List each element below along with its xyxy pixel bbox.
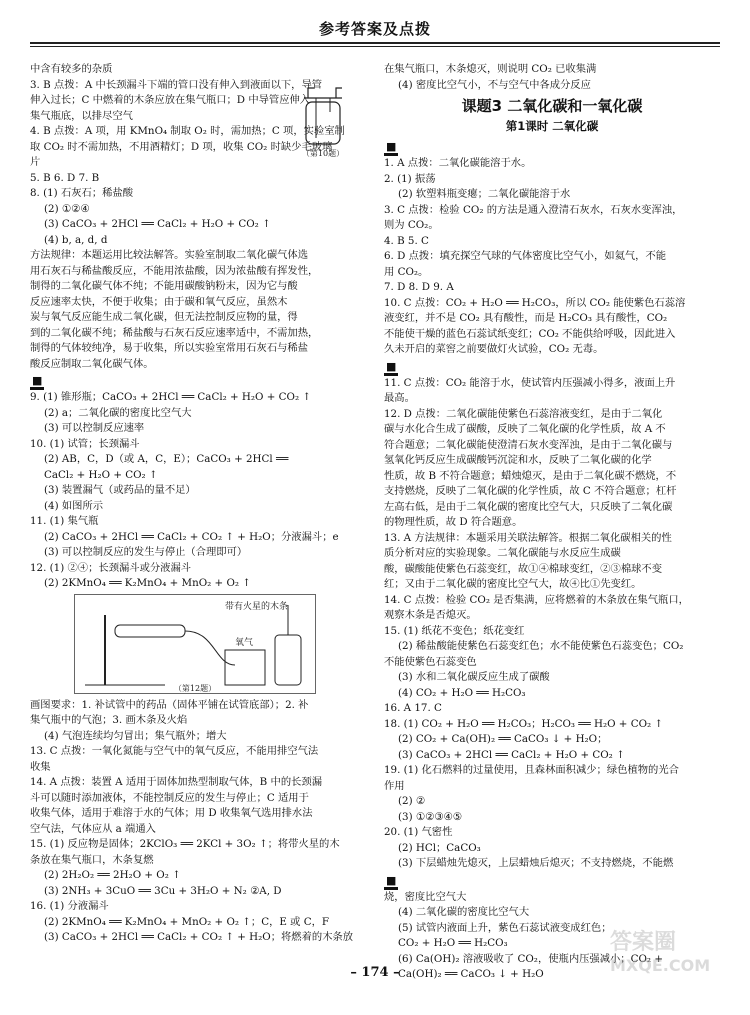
text-line: 在集气瓶口，木条熄灭，则说明 CO₂ 已收集满 — [384, 63, 597, 75]
text-line: 酸，碳酸能使紫色石蕊变红，故①④棉球变红，②③棉球不变 — [384, 562, 663, 575]
text-line: 不能使干燥的蓝色石蕊试纸变红；CO₂ 不能供给呼吸，因此进入 — [384, 327, 676, 340]
text-line: (6) Ca(OH)₂ 溶液吸收了 CO₂，使瓶内压强减小；CO₂ + — [398, 952, 663, 965]
text-line: (2) a；二氧化碳的密度比空气大 — [44, 406, 192, 419]
text-line: 16. A 17. C — [384, 702, 442, 714]
text-line: 收集气体，适用于难溶于水的气体；用 D 收集氧气选用排水法 — [30, 807, 313, 819]
text-line: 10. C 点拨：CO₂ + H₂O ══ H₂CO₃，所以 CO₂ 能使紫色石蕊溶 — [384, 296, 686, 309]
text-line: Ca(OH)₂ ══ CaCO₃ ↓ + H₂O — [398, 968, 544, 980]
text-line: 9. (1) 锥形瓶；CaCO₃ + 2HCl ══ CaCl₂ + H₂O + CO₂ ↑ — [30, 391, 311, 403]
text-line: (4) b, a, d, d — [44, 233, 108, 246]
header-rule — [30, 42, 720, 44]
text-line: 3. C 点拨：检验 CO₂ 的方法是通入澄清石灰水，石灰水变浑浊， — [384, 203, 683, 216]
text-line: 收集 — [30, 760, 51, 773]
section-mark: ■ — [30, 372, 366, 390]
text-line: 观察木条是否熄灭。 — [384, 609, 477, 621]
text-line: 1. A 点拨：二氧化碳能溶于水。 — [384, 157, 532, 169]
text-line: 14. C 点拨：检验 CO₂ 是否集满，应将燃着的木条放在集气瓶口， — [384, 593, 689, 606]
header-title: 参考答案及点拨 — [318, 20, 431, 38]
text-line: (2) ② — [398, 795, 426, 807]
text-line: (3) CaCO₃ + 2HCl ══ CaCl₂ + H₂O + CO₂ ↑ — [398, 748, 625, 761]
text-line: 红；又由于二氧化碳的密度比空气大，故④比①先变红。 — [384, 578, 642, 590]
text-line: (3) 2NH₃ + 3CuO ══ 3Cu + 3H₂O + N₂ ②A, D — [44, 884, 282, 897]
text-line: 13. C 点拨：一氧化氮能与空气中的氧气反应，不能用排空气法 — [30, 745, 319, 757]
text-line: 最高。 — [384, 392, 415, 404]
text-line: (2) CO₂ + Ca(OH)₂ ══ CaCO₃ ↓ + H₂O； — [398, 733, 608, 745]
text-line: 16. (1) 分液漏斗 — [30, 900, 109, 912]
text-line: 液变红，并不是 CO₂ 具有酸性，而是 H₂CO₃ 具有酸性，CO₂ — [384, 312, 668, 324]
text-line: 10. (1) 试管；长颈漏斗 — [30, 437, 140, 450]
text-line: 19. (1) 化石燃料的过量使用，且森林面积减少；绿色植物的光合 — [384, 764, 679, 776]
text-line: 4. B 点拨：A 项，用 KMnO₄ 制取 O₂ 时，需加热；C 项，实验室制 — [30, 125, 345, 137]
text-line: 性质，故 B 不符合题意；蜡烛熄灭，是由于二氧化碳不燃烧，不 — [384, 469, 677, 482]
text-line: 制得的二氧化碳气体不纯；不能用碳酸钠粉末，因为它与酸 — [30, 280, 298, 292]
watermark-text: 答案圈 — [610, 930, 677, 955]
text-line: 酸反应制取二氧化碳气体。 — [30, 357, 154, 370]
text-line: 方法规律：本题运用比较法解答。实验室制取二氧化碳气体选 — [30, 249, 309, 261]
text-line: 中含有较多的杂质 — [30, 63, 113, 75]
text-line: 取 CO₂ 时不需加热，不用酒精灯；D 项，收集 CO₂ 时缺少毛玻璃 — [30, 140, 333, 153]
section-subtitle: 第1课时 二氧化碳 — [505, 118, 599, 133]
page-header — [30, 18, 720, 39]
text-line: 则为 CO₂。 — [384, 219, 439, 231]
text-line: (4) CO₂ + H₂O ══ H₂CO₃ — [398, 686, 526, 699]
text-line: (2) AB，C，D（或 A，C，E）；CaCO₃ + 2HCl ══ — [44, 453, 289, 465]
text-line: (4) 如图所示 — [44, 499, 104, 512]
text-line: (3) 下层蜡烛先熄灭，上层蜡烛后熄灭；不支持燃烧，不能燃 — [398, 857, 674, 869]
text-line: 到的二氧化碳不纯；稀盐酸与石灰石反应速率适中，不需加热， — [30, 326, 319, 339]
text-line: 6. D 点拨：填充探空气球的气体密度比空气小，如氦气，不能 — [384, 250, 667, 262]
text-line: 20. (1) 气密性 — [384, 826, 453, 838]
text-line: (5) 试管内液面上升，紫色石蕊试液变成红色； — [398, 921, 612, 934]
text-line: 片 — [30, 156, 41, 168]
text-line: (2) HCl；CaCO₃ — [398, 841, 481, 854]
header-rule-thin — [30, 46, 720, 47]
figure-10-apparatus — [284, 80, 362, 158]
text-line: 画图要求：1. 补试管中的药品（固体平铺在试管底部）；2. 补 — [30, 698, 309, 711]
text-line: 2. (1) 振荡 — [384, 172, 436, 185]
text-line: (3) 水和二氧化碳反应生成了碳酸 — [398, 671, 550, 683]
text-line: (3) 装置漏气（或药品的量不足） — [44, 484, 196, 496]
text-line: 伸入过长；C 中燃着的木条应放在集气瓶口；D 中导管应伸入 — [30, 94, 311, 106]
text-line: 8. (1) 石灰石；稀盐酸 — [30, 187, 134, 199]
text-line: 12. D 点拨：二氧化碳能使紫色石蕊溶液变红，是由于二氧化 — [384, 407, 663, 420]
text-line: (2) 2KMnO₄ ══ K₂MnO₄ + MnO₂ + O₂ ↑；C，E 或 C，F — [44, 915, 330, 928]
text-line: 集气瓶中的气泡；3. 画木条及火焰 — [30, 714, 188, 726]
text-line: 5. B 6. D 7. B — [30, 171, 100, 184]
text-line: 12. (1) ②④；长颈漏斗或分液漏斗 — [30, 561, 192, 574]
text-line: 支持燃烧，反映了二氧化碳的化学性质，故 C 不符合题意；杠杆 — [384, 485, 677, 497]
svg-text:氧气: 氧气 — [235, 637, 254, 648]
text-line: (2) ①②④ — [44, 202, 90, 215]
text-line: (2) 2H₂O₂ ══ 2H₂O + O₂ ↑ — [44, 869, 181, 881]
section-mark: ■ — [384, 358, 720, 376]
text-line: 烧，密度比空气大 — [384, 890, 467, 903]
text-line: (4) 二氧化碳的密度比空气大 — [398, 906, 530, 918]
text-line: (3) 可以控制反应速率 — [44, 422, 145, 434]
text-line: 的物理性质，故 D 符合题意。 — [384, 516, 523, 528]
text-line: (2) 2KMnO₄ ══ K₂MnO₄ + MnO₂ + O₂ ↑ — [44, 577, 251, 589]
text-line: CaCl₂ + H₂O + CO₂ ↑ — [44, 468, 158, 481]
svg-text:（第12题）: （第12题） — [173, 683, 217, 693]
text-line: 集气瓶底，以排尽空气 — [30, 109, 133, 122]
text-line: 反应速率太快，不便于收集；由于碳和氧气反应，虽然木 — [30, 295, 288, 308]
text-line: 左高右低，是由于二氧化碳的密度比空气大，只反映了二氧化碳 — [384, 500, 673, 513]
text-line: 条放在集气瓶口，木条复燃 — [30, 853, 154, 866]
text-line: (2) CaCO₃ + 2HCl ══ CaCl₂ + CO₂ ↑ + H₂O；分液漏斗；e — [44, 530, 339, 543]
text-line: 11. (1) 集气瓶 — [30, 515, 99, 527]
text-line: 符合题意；二氧化碳能使澄清石灰水变浑浊，是由于二氧化碳与 — [384, 438, 673, 451]
text-line: 作用 — [384, 779, 405, 792]
text-line: (3) CaCO₃ + 2HCl ══ CaCl₂ + CO₂ ↑ + H₂O；将燃着的木条放 — [44, 931, 354, 943]
text-line: 11. C 点拨：CO₂ 能溶于水，使试管内压强减小得多，液面上升 — [384, 376, 676, 389]
text-line: 久未开启的菜窖之前要做灯火试验，CO₂ 无毒。 — [384, 343, 604, 355]
text-line: (2) 稀盐酸能使紫色石蕊变红色；水不能使紫色石蕊变色；CO₂ — [398, 640, 684, 652]
watermark — [610, 925, 740, 1005]
watermark-url: MXQE.COM — [610, 956, 711, 975]
section-mark: ■ — [384, 138, 720, 156]
section-mark: ■ — [384, 872, 720, 890]
text-line: (3) CaCO₃ + 2HCl ══ CaCl₂ + H₂O + CO₂ ↑ — [44, 218, 271, 230]
text-line: 13. A 方法规律：本题采用关联法解答。根据二氧化碳相关的性 — [384, 531, 672, 544]
text-line: 不能使紫色石蕊变色 — [384, 655, 477, 668]
text-line: 4. B 5. C — [384, 234, 429, 247]
text-line: 碳与水化合生成了碳酸，反映了二氧化碳的化学性质，故 A 不 — [384, 423, 666, 435]
text-line: (4) 密度比空气小，不与空气中各成分反应 — [398, 78, 591, 91]
svg-text:带有火星的木条: 带有火星的木条 — [225, 601, 289, 612]
text-line: (3) 可以控制反应的发生与停止（合理即可） — [44, 546, 248, 558]
text-line: 15. (1) 反应物是固体；2KClO₃ ══ 2KCl + 3O₂ ↑；将带火星的木 — [30, 838, 340, 850]
svg-text:（第10题）: （第10题） — [301, 149, 345, 158]
text-line: 3. B 点拨：A 中长颈漏斗下端的管口没有伸入到液面以下，导管 — [30, 78, 323, 91]
text-line: 用石灰石与稀盐酸反应，不能用浓盐酸，因为浓盐酸有挥发性， — [30, 264, 319, 277]
figure-12-apparatus — [74, 594, 316, 694]
text-line: (3) ①②③④⑤ — [398, 810, 463, 823]
text-line: CO₂ + H₂O ══ H₂CO₃ — [398, 937, 508, 949]
text-line: 斗可以随时添加液体，不能控制反应的发生与停止；C 适用于 — [30, 791, 309, 804]
text-line: 18. (1) CO₂ + H₂O ══ H₂CO₃；H₂CO₃ ══ H₂O + CO₂ ↑ — [384, 717, 664, 730]
text-line: 15. (1) 纸花不变色；纸花变红 — [384, 624, 525, 637]
left-column — [30, 62, 366, 946]
text-line: 炭与氧气反应能生成二氧化碳，但无法控制反应物的量，得 — [30, 311, 298, 323]
text-line: (2) 软塑料瓶变瘪；二氧化碳能溶于水 — [398, 188, 571, 200]
text-line: 用 CO₂。 — [384, 265, 429, 278]
text-line: (4) 气泡连续均匀冒出；集气瓶外；增大 — [44, 729, 227, 742]
text-line: 空气法，气体应从 a 端通入 — [30, 822, 156, 835]
right-column — [384, 62, 720, 983]
page-number: – 174 – — [350, 965, 400, 980]
text-line: 质分析对应的实验现象。二氧化碳能与水反应生成碳 — [384, 547, 621, 559]
section-title: 课题3 二氧化碳和一氧化碳 — [461, 97, 643, 115]
text-line: 7. D 8. D 9. A — [384, 281, 454, 293]
text-line: 制得的气体较纯净，易于收集，所以实验室常用石灰石与稀盐 — [30, 342, 309, 354]
text-line: 氢氧化钙反应生成碳酸钙沉淀和水，反映了二氧化碳的化学 — [384, 454, 652, 466]
text-line: 14. A 点拨：装置 A 适用于固体加热型制取气体，B 中的长颈漏 — [30, 776, 323, 788]
